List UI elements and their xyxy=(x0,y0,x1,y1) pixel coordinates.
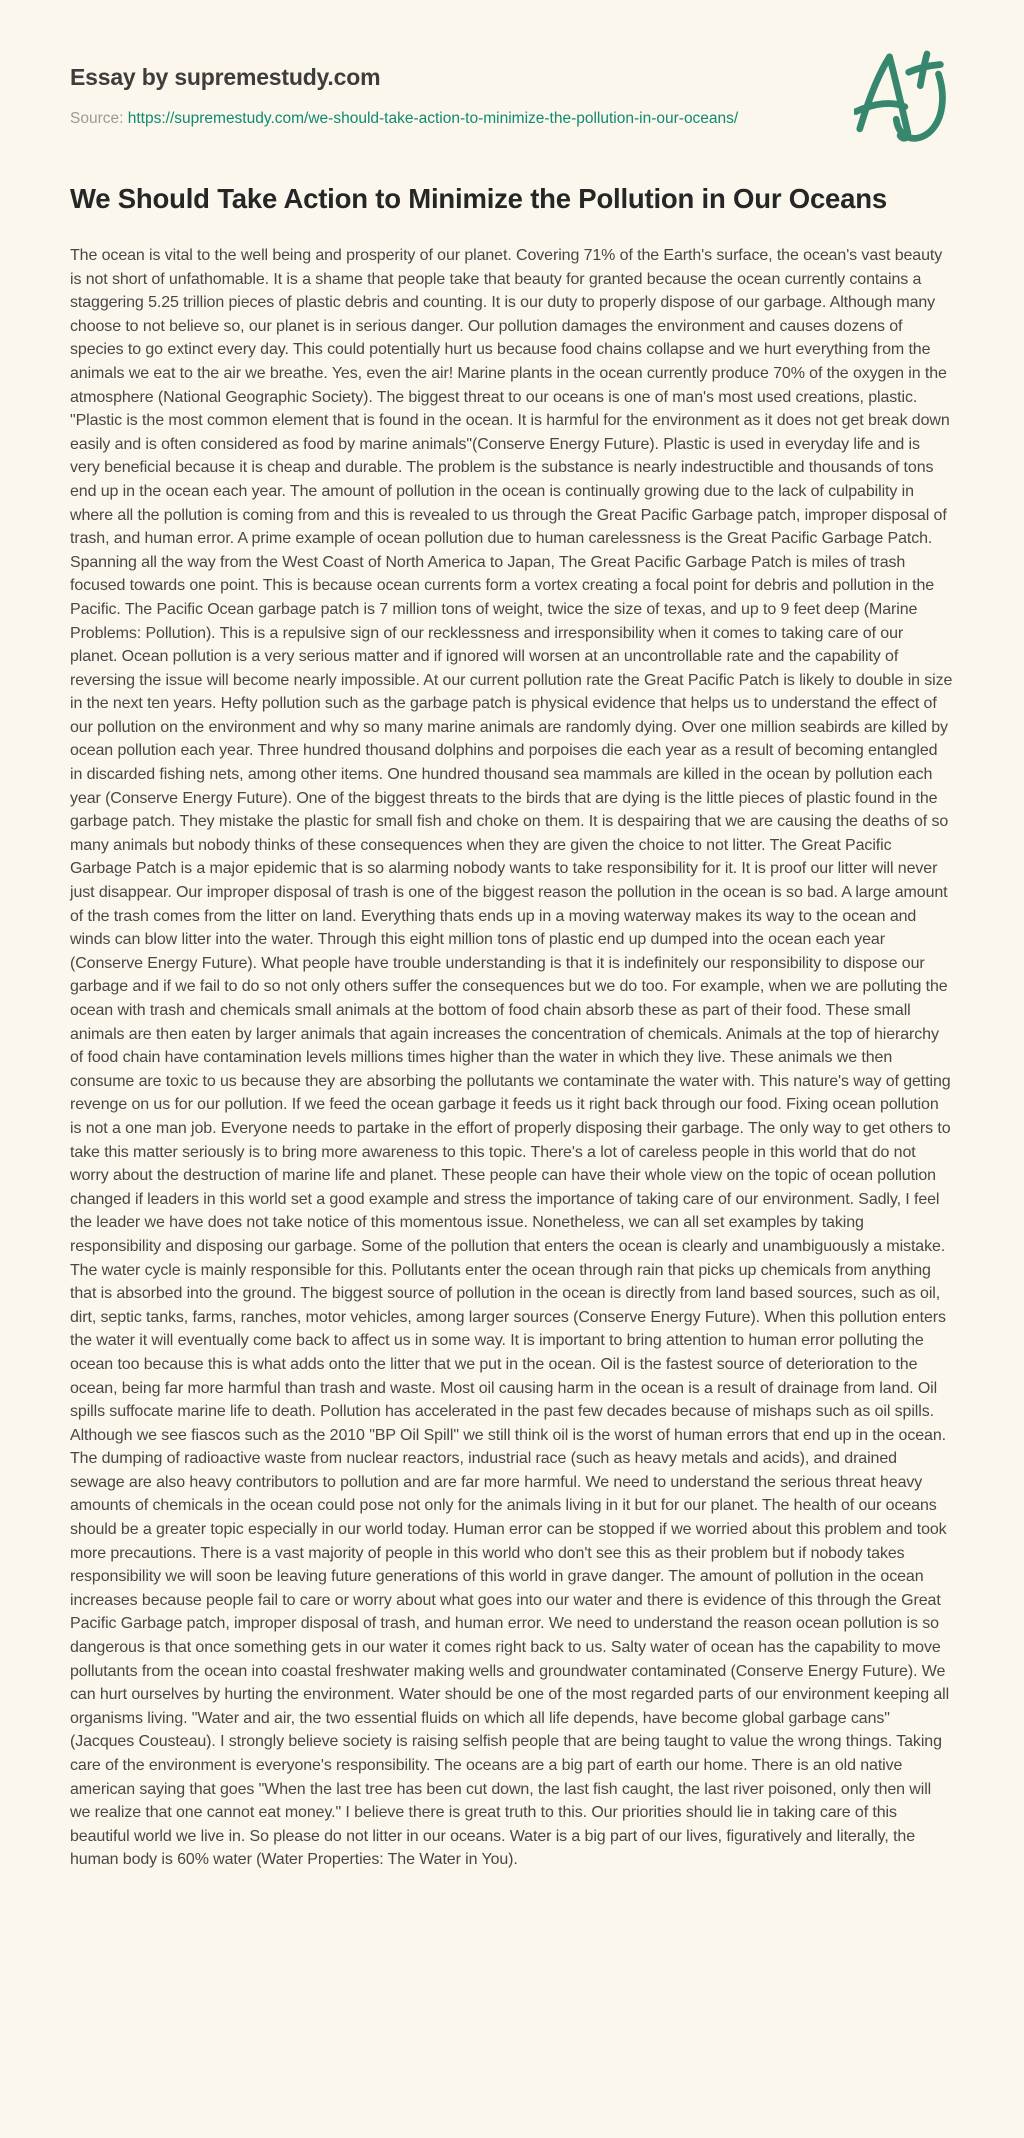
aplus-logo-icon xyxy=(854,48,950,154)
source-line xyxy=(70,107,750,130)
site-title: Essay by supremestudy.com xyxy=(70,64,381,90)
essay-title: We Should Take Action to Minimize the Pollution in Our Oceans xyxy=(70,183,887,214)
essay-body: The ocean is vital to the well being and prosperity of our planet. Covering 71% of the Earth's surface, the ocean's vast beauty is not short of unfathomable. It is a shame that people take that beauty for granted because the ocean currently contains a staggering 5.25 trillion pieces of plastic debris and counting. It is our duty to properly dispose of our garbage. Although many choose to not believe so, our planet is in serious danger. Our pollution damages the environment and causes dozens of species to go extinct every day. This could potentially hurt us because food chains collapse and we hurt everything from the animals we eat to the air we breathe. Yes, even the air! Marine plants in the ocean currently produce 70% of the oxygen in the atmosphere (National Geographic Society). The biggest threat to our oceans is one of man's most used creations, plastic. "Plastic is the most common element that is found in the ocean. It is harmful for the environment as it does not get break down easily and is often considered as food by marine animals"(Conserve Energy Future). Plastic is used in everyday life and is very beneficial because it is cheap and durable. The problem is the substance is nearly indestructible and thousands of tons end up in the ocean each year. The amount of pollution in the ocean is continually growing due to the lack of culpability in where all the pollution is coming from and this is revealed to us through the Great Pacific Garbage patch, improper disposal of trash, and human error. A prime example of ocean pollution due to human carelessness is the Great Pacific Garbage Patch. Spanning all the way from the West Coast of North America to Japan, The Great Pacific Garbage Patch is miles of trash focused towards one point. This is because ocean currents form a vortex creating a focal point for debris and pollution in the Pacific. The Pacific Ocean garbage patch is 7 million tons of weight, twice the size of texas, and up to 9 feet deep (Marine Problems: Pollution). This is a repulsive sign of our recklessness and irresponsibility when it comes to taking care of our planet. Ocean pollution is a very serious matter and if ignored will worsen at an uncontrollable rate and the capability of reversing the issue will become nearly impossible. At our current pollution rate the Great Pacific Patch is likely to double in size in the next ten years. Hefty pollution such as the garbage patch is physical evidence that helps us to understand the effect of our pollution on the environment and why so many marine animals are randomly dying. Over one million seabirds are killed by ocean pollution each year. Three hundred thousand dolphins and porpoises die each year as a result of becoming entangled in discarded fishing nets, among other items. One hundred thousand sea mammals are killed in the ocean by pollution each year (Conserve Energy Future). One of the biggest threats to the birds that are dying is the little pieces of plastic found in the garbage patch. They mistake the plastic for small fish and choke on them. It is despairing that we are causing the deaths of so many animals but nobody thinks of these consequences when they are given the choice to not litter. The Great Pacific Garbage Patch is a major epidemic that is so alarming nobody wants to take responsibility for it. It is proof our litter will never just disappear. Our improper disposal of trash is one of the biggest reason the pollution in the ocean is so bad. A large amount of the trash comes from the litter on land. Everything thats ends up in a moving waterway makes its way to the ocean and winds can blow litter into the water. Through this eight million tons of plastic end up dumped into the ocean each year (Conserve Energy Future). What people have trouble understanding is that it is indefinitely our responsibility to dispose our garbage and if we fail to do so not only others suffer the consequences but we do too. For example, when we are polluting the ocean with trash and chemicals small animals at the bottom of food chain absorb these as part of their food. These small animals are then eaten by larger animals that again increases the concentration of chemicals. Animals at the top of hierarchy of food chain have contamination levels millions times higher than the water in which they live. These animals we then consume are toxic to us because they are absorbing the pollutants we contaminate the water with. This nature's way of getting revenge on us for our pollution. If we feed the ocean garbage it feeds us it right back through our food. Fixing ocean pollution is not a one man job. Everyone needs to partake in the effort of properly disposing their garbage. The only way to get others to take this matter seriously is to bring more awareness to this topic. There's a lot of careless people in this world that do not worry about the destruction of marine life and planet. These people can have their whole view on the topic of ocean pollution changed if leaders in this world set a good example and stress the importance of taking care of our environment. Sadly, I feel the leader we have does not take notice of this momentous issue. Nonetheless, we can all set examples by taking responsibility and disposing our garbage. Some of the pollution that enters the ocean is clearly and unambiguously a mistake. The water cycle is mainly responsible for this. Pollutants enter the ocean through rain that picks up chemicals from anything that is absorbed into the ground. The biggest source of pollution in the ocean is directly from land based sources, such as oil, dirt, septic tanks, farms, ranches, motor vehicles, among larger sources (Conserve Energy Future). When this pollution enters the water it will eventually come back to affect us in some way. It is important to bring attention to human error polluting the ocean too because this is what adds onto the litter that we put in the ocean. Oil is the fastest source of deterioration to the ocean, being far more harmful than trash and waste. Most oil causing harm in the ocean is a result of drainage from land. Oil spills suffocate marine life to death. Pollution has accelerated in the past few decades because of mishaps such as oil spills. Although we see fiascos such as the 2010 "BP Oil Spill" we still think oil is the worst of human errors that end up in the ocean. The dumping of radioactive waste from nuclear reactors, industrial race (such as heavy metals and acids), and drained sewage are also heavy contributors to pollution and are far more harmful. We need to understand the serious threat heavy amounts of chemicals in the ocean could pose not only for the animals living in it but for our planet. The health of our oceans should be a greater topic especially in our world today. Human error can be stopped if we worried about this problem and took more precautions. There is a vast majority of people in this world who don't see this as their problem but if nobody takes responsibility we will soon be leaving future generations of this world in grave danger. The amount of pollution in the ocean increases because people fail to care or worry about what goes into our water and there is evidence of this through the Great Pacific Garbage patch, improper disposal of trash, and human error. We need to understand the reason ocean pollution is so dangerous is that once something gets in our water it comes right back to us. Salty water of ocean has the capability to move pollutants from the ocean into coastal freshwater making wells and groundwater contaminated (Conserve Energy Future). We can hurt ourselves by hurting the environment. Water should be one of the most regarded parts of our environment keeping all organisms living. "Water and air, the two essential fluids on which all life depends, have become global garbage cans" (Jacques Cousteau). I strongly believe society is raising selfish people that are being taught to value the wrong things. Taking care of the environment is everyone's responsibility. The oceans are a big part of earth our home. There is an old native american saying that goes "When the last tree has been cut down, the last fish caught, the last river poisoned, only then will we realize that one cannot eat money." I believe there is great truth to this. Our priorities should lie in taking care of this beautiful world we live in. So please do not litter in our oceans. Water is a big part of our lives, figuratively and literally, the human body is 60% water (Water Properties: The Water in You). xyxy=(70,247,953,1869)
site-header xyxy=(70,64,954,130)
source-link[interactable]: https://supremestudy.com/we-should-take-action-to-minimize-the-pollution-in-our-oceans/ xyxy=(127,110,739,127)
source-label: Source: xyxy=(70,110,124,127)
essay-article xyxy=(70,180,954,1872)
